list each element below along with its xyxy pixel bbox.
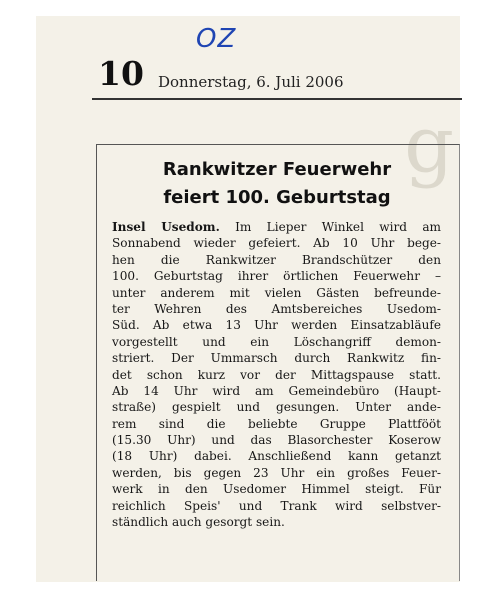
body-line: Süd. Ab etwa 13 Uhr werden Einsatzabläufe (112, 318, 441, 333)
body-line: Sonnabend wieder gefeiert. Ab 10 Uhr bege- (112, 236, 441, 251)
body-line: reichlich Speis' und Trank wird selbstver- (112, 498, 441, 513)
article-body (112, 219, 441, 530)
page-number: 10 (98, 54, 144, 93)
handwritten-annotation: OZ (196, 24, 237, 54)
body-line: det schon kurz vor der Mittagspause statt. (112, 367, 441, 382)
body-line: striert. Der Ummarsch durch Rankwitz fin- (112, 351, 441, 366)
issue-date: Donnerstag, 6. Juli 2006 (158, 73, 344, 91)
body-line: 100. Geburtstag ihrer örtlichen Feuerwehr – (112, 269, 441, 284)
body-line: rem sind die beliebte Gruppe Plattfööt (112, 416, 441, 431)
dateline-place: Insel Usedom. (112, 220, 220, 234)
body-line: unter anderem mit vielen Gästen befreunde- (112, 285, 441, 300)
body-line: Insel Usedom. Im Lieper Winkel wird am (112, 220, 441, 234)
body-line: ständlich auch gesorgt sein. (112, 515, 285, 530)
body-line: Ab 14 Uhr wird am Gemeindebüro (Haupt- (112, 383, 441, 398)
body-line: (15.30 Uhr) und das Blasorchester Koserow (112, 433, 441, 448)
headline-line-1: Rankwitzer Feuerwehr (162, 159, 392, 180)
body-line: werden, bis gegen 23 Uhr ein großes Feuer- (112, 465, 441, 480)
body-line: werk in den Usedomer Himmel steigt. Für (112, 482, 441, 497)
body-line: straße) gespielt und gesungen. Unter ande- (112, 400, 441, 415)
body-line: hen die Rankwitzer Brandschützer den (112, 252, 441, 267)
bleed-through-glyph: g (404, 100, 454, 190)
body-line: (18 Uhr) dabei. Anschließend kann getanzt (112, 449, 441, 464)
header-rule (92, 98, 462, 100)
headline-line-2: feiert 100. Geburtstag (163, 187, 391, 208)
article-headline (96, 156, 458, 212)
body-line: ter Wehren des Amtsbereiches Usedom- (112, 301, 441, 316)
body-line: vorgestellt und ein Löschangriff demon- (112, 334, 441, 349)
